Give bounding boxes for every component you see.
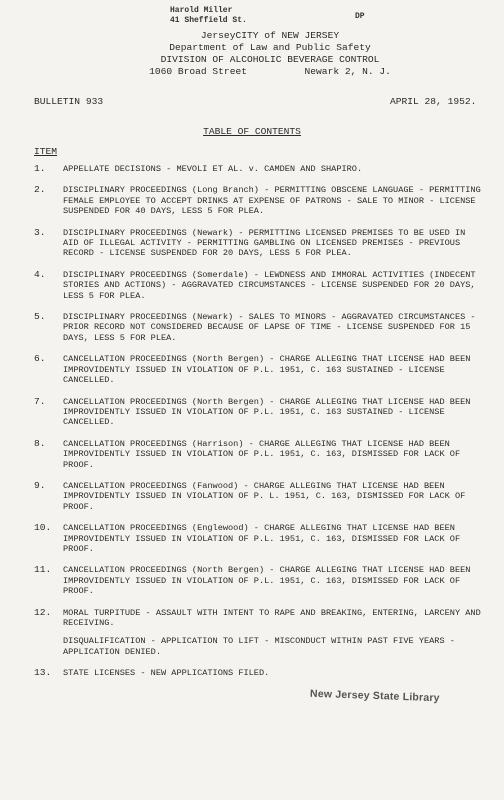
toc-item-text [63, 185, 484, 216]
toc-item-title: STATE LICENSES - NEW APPLICATIONS FILED. [63, 668, 270, 679]
toc-item-number: 2. [34, 184, 46, 196]
toc-item-number: 10. [34, 522, 52, 534]
toc-item [34, 481, 484, 512]
toc-item-number: 7. [34, 395, 46, 407]
toc-item [34, 164, 484, 174]
toc-item-text [63, 397, 484, 428]
toc-item-title: MORAL TURPITUDE - ASSAULT WITH INTENT TO RAPE AND BREAKING, ENTERING, LARCENY AND RECEIVING. [63, 607, 481, 628]
letterhead-department: Department of Law and Public Safety [169, 42, 371, 53]
toc-item-title: CANCELLATION PROCEEDINGS (North Bergen) - CHARGE ALLEGING THAT LICENSE HAD BEEN IMPROVIDENTLY ISSUED IN VIOLATION OF P.L. 1951, C. 163, DISMISSED FOR LACK OF PROOF. [63, 565, 471, 597]
toc-item-text [63, 668, 484, 678]
toc-item-number: 12. [34, 606, 52, 618]
toc-item-text [63, 354, 484, 385]
toc-item [34, 312, 484, 343]
toc-item-number: 4. [34, 268, 46, 280]
toc-title: TABLE OF CONTENTS [203, 126, 301, 137]
stamp-initials: DP [355, 12, 365, 21]
toc-item-title: APPELLATE DECISIONS - MEVOLI ET AL. v. CAMDEN AND SHAPIRO. [63, 164, 363, 174]
toc-item-number: 3. [34, 226, 46, 238]
letterhead-division: DIVISION OF ALCOHOLIC BEVERAGE CONTROL [160, 54, 380, 65]
toc-item-subtitle: DISQUALIFICATION - APPLICATION TO LIFT - MISCONDUCT WITHIN PAST FIVE YEARS - APPLICATION DENIED. [63, 636, 455, 657]
letterhead-address: 1060 Broad Street Newark 2, N. J. [149, 66, 391, 77]
toc-item-number: 8. [34, 437, 46, 449]
stamp-name-line: Harold Miller [170, 6, 233, 15]
toc-item-text [63, 565, 484, 596]
toc-item-title: CANCELLATION PROCEEDINGS (Harrison) - CHARGE ALLEGING THAT LICENSE HAD BEEN IMPROVIDENTLY ISSUED IN VIOLATION OF P.L. 1951, C. 163, DISMISSED FOR LACK OF PROOF. [63, 438, 461, 470]
bulletin-number: BULLETIN 933 [34, 96, 104, 107]
toc-item-title: DISCIPLINARY PROCEEDINGS (Long Branch) - PERMITTING OBSCENE LANGUAGE - PERMITTING FEMALE EMPLOYEE TO ACCEPT DRINKS AT EXPENSE OF PATRONS - SALE TO MINOR - LICENSE SUSPENDED FOR 40 DAYS, LESS 5 FOR PLEA. [63, 185, 481, 217]
toc-item [34, 185, 484, 216]
toc-item-number: 13. [34, 667, 52, 679]
toc-item [34, 228, 484, 259]
toc-item [34, 439, 484, 470]
stamp-address-line: 41 Sheffield St. [170, 16, 247, 25]
toc-item-number: 11. [34, 564, 52, 576]
toc-item [34, 565, 484, 596]
bulletin-date: APRIL 28, 1952. [390, 96, 477, 107]
toc-item-text [63, 439, 484, 470]
toc-item [34, 397, 484, 428]
toc-item-title: DISCIPLINARY PROCEEDINGS (Somerdale) - LEWDNESS AND IMMORAL ACTIVITIES (INDECENT STORIES AND ACTIONS) - AGGRAVATED CIRCUMSTANCES - LICENSE SUSPENDED FOR 20 DAYS, LESS 5 FOR PLEA. [63, 269, 476, 301]
toc-item-title: CANCELLATION PROCEEDINGS (Fanwood) - CHARGE ALLEGING THAT LICENSE HAD BEEN IMPROVIDENTLY ISSUED IN VIOLATION OF P. L. 1951, C. 163, DISMISSED FOR LACK OF PROOF. [63, 480, 466, 512]
toc-item [34, 668, 484, 678]
toc-item [34, 270, 484, 301]
toc-item-number: 6. [34, 353, 46, 365]
toc-item-text [63, 481, 484, 512]
toc-item [34, 523, 484, 554]
toc-item-number: 1. [34, 163, 46, 174]
toc-item-number: 9. [34, 479, 46, 491]
letterhead [60, 30, 480, 78]
toc-item-text [63, 164, 484, 174]
toc-item-title: CANCELLATION PROCEEDINGS (North Bergen) - CHARGE ALLEGING THAT LICENSE HAD BEEN IMPROVIDENTLY ISSUED IN VIOLATION OF P.L. 1951, C. 163 SUSTAINED - LICENSE CANCELLED. [63, 396, 471, 428]
toc-list [34, 164, 484, 690]
toc-item-text [63, 312, 484, 343]
item-header: ITEM [34, 146, 58, 157]
toc-item-title: CANCELLATION PROCEEDINGS (North Bergen) - CHARGE ALLEGING THAT LICENSE HAD BEEN IMPROVIDENTLY ISSUED IN VIOLATION OF P.L. 1951, C. 163 SUSTAINED - LICENSE CANCELLED. [63, 354, 471, 386]
toc-item-number: 5. [34, 311, 46, 323]
toc-item-text [63, 523, 484, 554]
toc-item [34, 354, 484, 385]
address-stamp [170, 6, 247, 26]
toc-item-text [63, 270, 484, 301]
toc-item-text [63, 608, 484, 658]
toc-item-title: DISCIPLINARY PROCEEDINGS (Newark) - PERMITTING LICENSED PREMISES TO BE USED IN AID OF ILLEGAL ACTIVITY - PERMITTING GAMBLING ON LICENSED PREMISES - PREVIOUS RECORD - LICENSE SUSPENDED FOR 20 DAYS, LESS 5 FOR PLEA. [63, 227, 466, 259]
letterhead-state: JerseyCITY of NEW JERSEY [200, 30, 340, 41]
toc-item [34, 608, 484, 658]
library-stamp: New Jersey State Library [309, 687, 440, 705]
toc-item-title: DISCIPLINARY PROCEEDINGS (Newark) - SALES TO MINORS - AGGRAVATED CIRCUMSTANCES - PRIOR RECORD NOT CONSIDERED BECAUSE OF LAPSE OF TIME - LICENSE SUSPENDED FOR 15 DAYS, LESS 5 FOR PLEA. [63, 312, 476, 343]
toc-item-text [63, 228, 484, 259]
toc-item-title: CANCELLATION PROCEEDINGS (Englewood) - CHARGE ALLEGING THAT LICENSE HAD BEEN IMPROVIDENTLY ISSUED IN VIOLATION OF P.L. 1951, C. 163, DISMISSED FOR LACK OF PROOF. [63, 523, 461, 554]
